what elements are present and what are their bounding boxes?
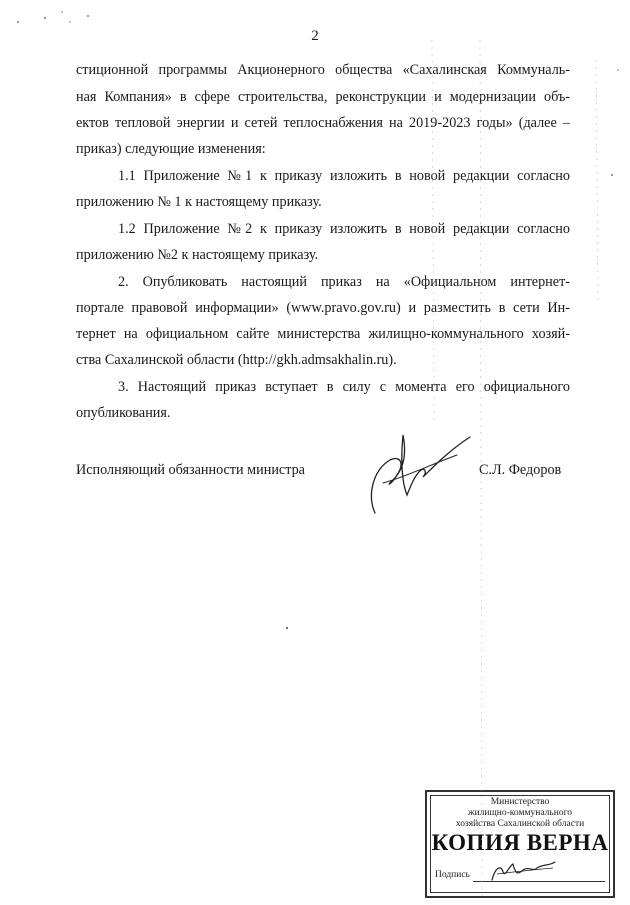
body-line: 1.1 Приложение №1 к приказу изложить в новой редакции согласно [118,168,570,184]
body-line: стиционной программы Акционерного общества «Сахалинская Коммуналь- [76,62,570,78]
body-line: 1.2 Приложение №2 к приказу изложить в новой редакции согласно [118,221,570,237]
body-line: опубликования. [76,405,171,421]
stamp-sign-label: Подпись [435,870,470,880]
stamp-signature [487,858,557,884]
body-line: ектов тепловой энергии и сетей теплоснабжения на 2019-2023 годы» (далее – [76,115,570,131]
handwritten-signature [345,425,475,520]
body-line: 2. Опубликовать настоящий приказ на «Официальном интернет- [118,274,570,290]
stamp-org-line: хозяйства Сахалинской области [455,819,585,829]
page-number: 2 [311,28,319,44]
stamp-org-line: жилищно-коммунального [468,808,572,818]
stamp-title: КОПИЯ ВЕРНА [431,830,609,855]
signatory-title: Исполняющий обязанности министра [76,462,305,478]
body-line: приложению № 1 к настоящему приказу. [76,194,322,210]
body-line: приказ) следующие изменения: [76,141,266,157]
signatory-name: С.Л. Федоров [479,462,562,478]
body-line: портале правовой информации» (www.pravo.gov.ru) и разместить в сети Ин- [76,300,570,316]
body-line: ства Сахалинской области (http://gkh.admsakhalin.ru). [76,352,397,368]
stamp-org-line: Министерство [490,797,550,807]
body-line: тернет на официальном сайте министерства жилищно-коммунального хозяй- [76,326,570,342]
certified-copy-stamp [425,790,615,898]
body-line: приложению №2 к настоящему приказу. [76,247,319,263]
body-line: ная Компания» в сфере строительства, реконструкции и модернизации объ- [76,89,570,105]
body-line: 3. Настоящий приказ вступает в силу с момента его официального [118,379,570,395]
